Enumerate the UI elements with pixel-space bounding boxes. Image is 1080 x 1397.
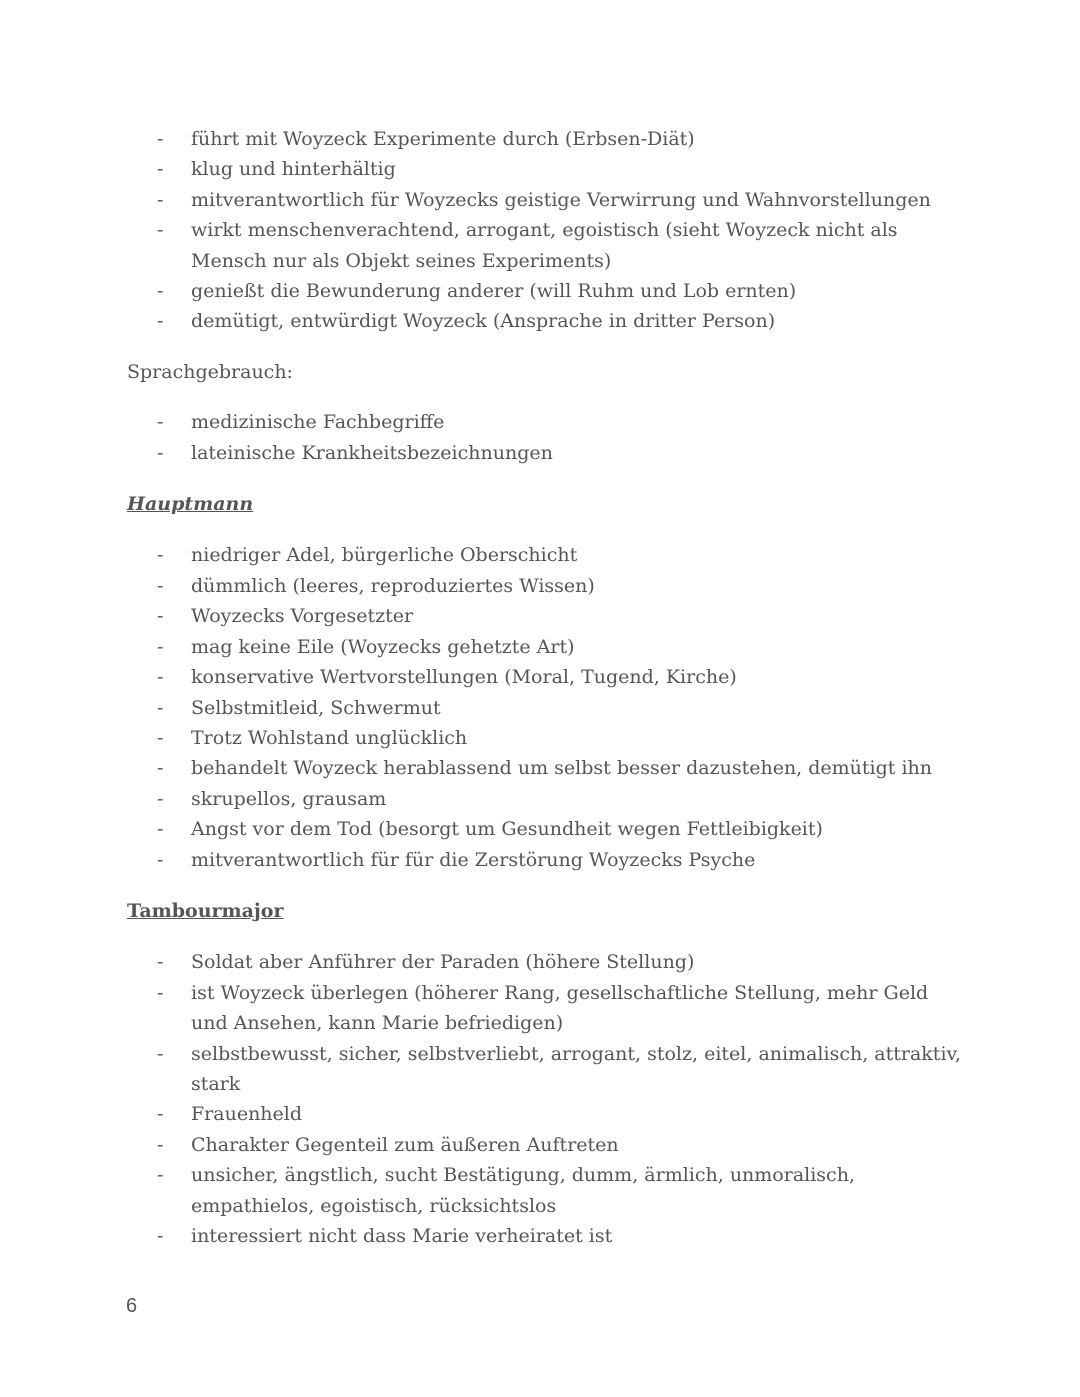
list-item: - skrupellos, grausam <box>127 784 967 814</box>
dash-bullet: - <box>157 605 164 628</box>
list-item: - Charakter Gegenteil zum äußeren Auftreten <box>127 1130 967 1160</box>
dash-bullet: - <box>157 635 164 658</box>
hauptmann-heading: Hauptmann <box>127 493 254 516</box>
list-item: - niedriger Adel, bürgerliche Oberschicht <box>127 540 967 570</box>
dash-bullet: - <box>157 544 164 567</box>
dash-bullet: - <box>157 158 164 181</box>
list-item: - interessiert nicht dass Marie verheiratet ist <box>127 1221 967 1251</box>
list-item: - wirkt menschenverachtend, arrogant, egoistisch (sieht Woyzeck nicht als Mensch nur als Objekt seines Experiments) <box>127 215 967 276</box>
dash-bullet: - <box>157 441 164 464</box>
dash-bullet: - <box>157 1133 164 1156</box>
dash-bullet: - <box>157 981 164 1004</box>
list-item: - lateinische Krankheitsbezeichnungen <box>127 438 967 468</box>
dash-bullet: - <box>157 1103 164 1126</box>
list-item: - dümmlich (leeres, reproduziertes Wissen) <box>127 571 967 601</box>
list-item: - demütigt, entwürdigt Woyzeck (Ansprache in dritter Person) <box>127 306 967 336</box>
page-content <box>127 124 967 1251</box>
list-item: - medizinische Fachbegriffe <box>127 407 967 437</box>
dash-bullet: - <box>157 696 164 719</box>
list-item: - ist Woyzeck überlegen (höherer Rang, gesellschaftliche Stellung, mehr Geld und Ansehen, kann Marie befriedigen) <box>127 978 967 1039</box>
list-item: - führt mit Woyzeck Experimente durch (Erbsen-Diät) <box>127 124 967 154</box>
list-item: - Soldat aber Anführer der Paraden (höhere Stellung) <box>127 947 967 977</box>
dash-bullet: - <box>157 787 164 810</box>
dash-bullet: - <box>157 1164 164 1187</box>
list-item: - Woyzecks Vorgesetzter <box>127 601 967 631</box>
list-item: - Trotz Wohlstand unglücklich <box>127 723 967 753</box>
dash-bullet: - <box>157 951 164 974</box>
list-item: - Angst vor dem Tod (besorgt um Gesundheit wegen Fettleibigkeit) <box>127 814 967 844</box>
dash-bullet: - <box>157 1225 164 1247</box>
page-number: 6 <box>126 1295 138 1317</box>
dash-bullet: - <box>157 574 164 597</box>
doctor-traits-list <box>127 124 967 337</box>
dash-bullet: - <box>157 411 164 434</box>
list-item: - mitverantwortlich für Woyzecks geistige Verwirrung und Wahnvorstellungen <box>127 185 967 215</box>
list-item: - behandelt Woyzeck herablassend um selbst besser dazustehen, demütigt ihn <box>127 753 967 783</box>
list-item: - klug und hinterhältig <box>127 154 967 184</box>
dash-bullet: - <box>157 128 164 150</box>
list-item: - selbstbewusst, sicher, selbstverliebt, arrogant, stolz, eitel, animalisch, attraktiv, stark <box>127 1039 967 1100</box>
dash-bullet: - <box>157 726 164 749</box>
dash-bullet: - <box>157 1042 164 1065</box>
dash-bullet: - <box>157 757 164 780</box>
dash-bullet: - <box>157 280 164 303</box>
tambourmajor-heading: Tambourmajor <box>127 899 284 922</box>
dash-bullet: - <box>157 848 164 871</box>
list-item: - konservative Wertvorstellungen (Moral, Tugend, Kirche) <box>127 662 967 692</box>
dash-bullet: - <box>157 219 164 242</box>
list-item: - mag keine Eile (Woyzecks gehetzte Art) <box>127 632 967 662</box>
dash-bullet: - <box>157 188 164 211</box>
list-item: - Frauenheld <box>127 1099 967 1129</box>
dash-bullet: - <box>157 666 164 689</box>
list-item: - unsicher, ängstlich, sucht Bestätigung, dumm, ärmlich, unmoralisch, empathielos, egoistisch, rücksichtslos <box>127 1160 967 1221</box>
dash-bullet: - <box>157 818 164 841</box>
language-list <box>127 407 967 468</box>
hauptmann-list <box>127 540 967 874</box>
list-item: - genießt die Bewunderung anderer (will Ruhm und Lob ernten) <box>127 276 967 306</box>
dash-bullet: - <box>157 310 164 333</box>
list-item: - Selbstmitleid, Schwermut <box>127 693 967 723</box>
list-item: - mitverantwortlich für für die Zerstörung Woyzecks Psyche <box>127 845 967 875</box>
language-label: Sprachgebrauch: <box>127 360 293 383</box>
tambourmajor-list <box>127 947 967 1251</box>
